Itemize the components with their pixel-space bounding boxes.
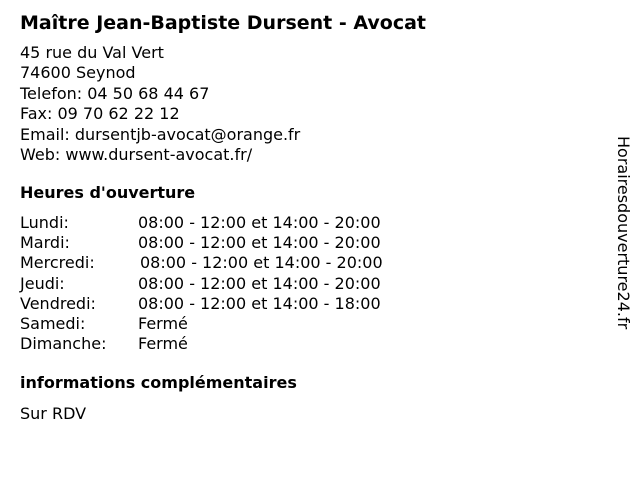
day-label: Mercredi: [20, 253, 95, 273]
opening-hours-table [20, 213, 440, 354]
time-value: 08:00 - 12:00 et 14:00 - 20:00 [138, 213, 381, 232]
time-value: 08:00 - 12:00 et 14:00 - 20:00 [138, 233, 381, 253]
hours-row-friday [20, 294, 440, 314]
fax-number: Fax: 09 70 62 22 12 [20, 104, 180, 124]
day-label: Dimanche: [20, 334, 107, 354]
day-label: Mardi: [20, 233, 70, 253]
hours-row-sunday [20, 334, 440, 354]
day-label: Jeudi: [20, 273, 65, 293]
time-value: 08:00 - 12:00 et 14:00 - 20:00 [138, 273, 381, 293]
page-title: Maître Jean-Baptiste Dursent - Avocat [20, 12, 426, 34]
day-label: Lundi: [20, 213, 69, 232]
address-street: 45 rue du Val Vert [20, 43, 164, 62]
hours-row-saturday [20, 314, 440, 334]
hours-row-wednesday [20, 253, 440, 273]
additional-info-text: Sur RDV [20, 404, 87, 423]
email-address: Email: dursentjb-avocat@orange.fr [20, 124, 301, 144]
time-value: 08:00 - 12:00 et 14:00 - 20:00 [140, 253, 383, 273]
website-address: Web: www.dursent-avocat.fr/ [20, 144, 253, 164]
contact-block [20, 43, 300, 165]
time-value: Fermé [138, 313, 188, 333]
opening-hours-heading: Heures d'ouverture [20, 183, 196, 202]
day-label: Samedi: [20, 313, 86, 333]
site-watermark: Horairesdouverture24.fr [614, 136, 633, 330]
additional-info-heading: informations complémentaires [20, 373, 297, 392]
address-city: 74600 Seynod [20, 63, 136, 83]
time-value: Fermé [138, 334, 188, 354]
hours-row-tuesday [20, 233, 440, 253]
hours-row-monday [20, 213, 440, 233]
time-value: 08:00 - 12:00 et 14:00 - 18:00 [138, 293, 381, 313]
phone-number: Telefon: 04 50 68 44 67 [20, 83, 210, 103]
hours-row-thursday [20, 274, 440, 294]
day-label: Vendredi: [20, 293, 96, 313]
